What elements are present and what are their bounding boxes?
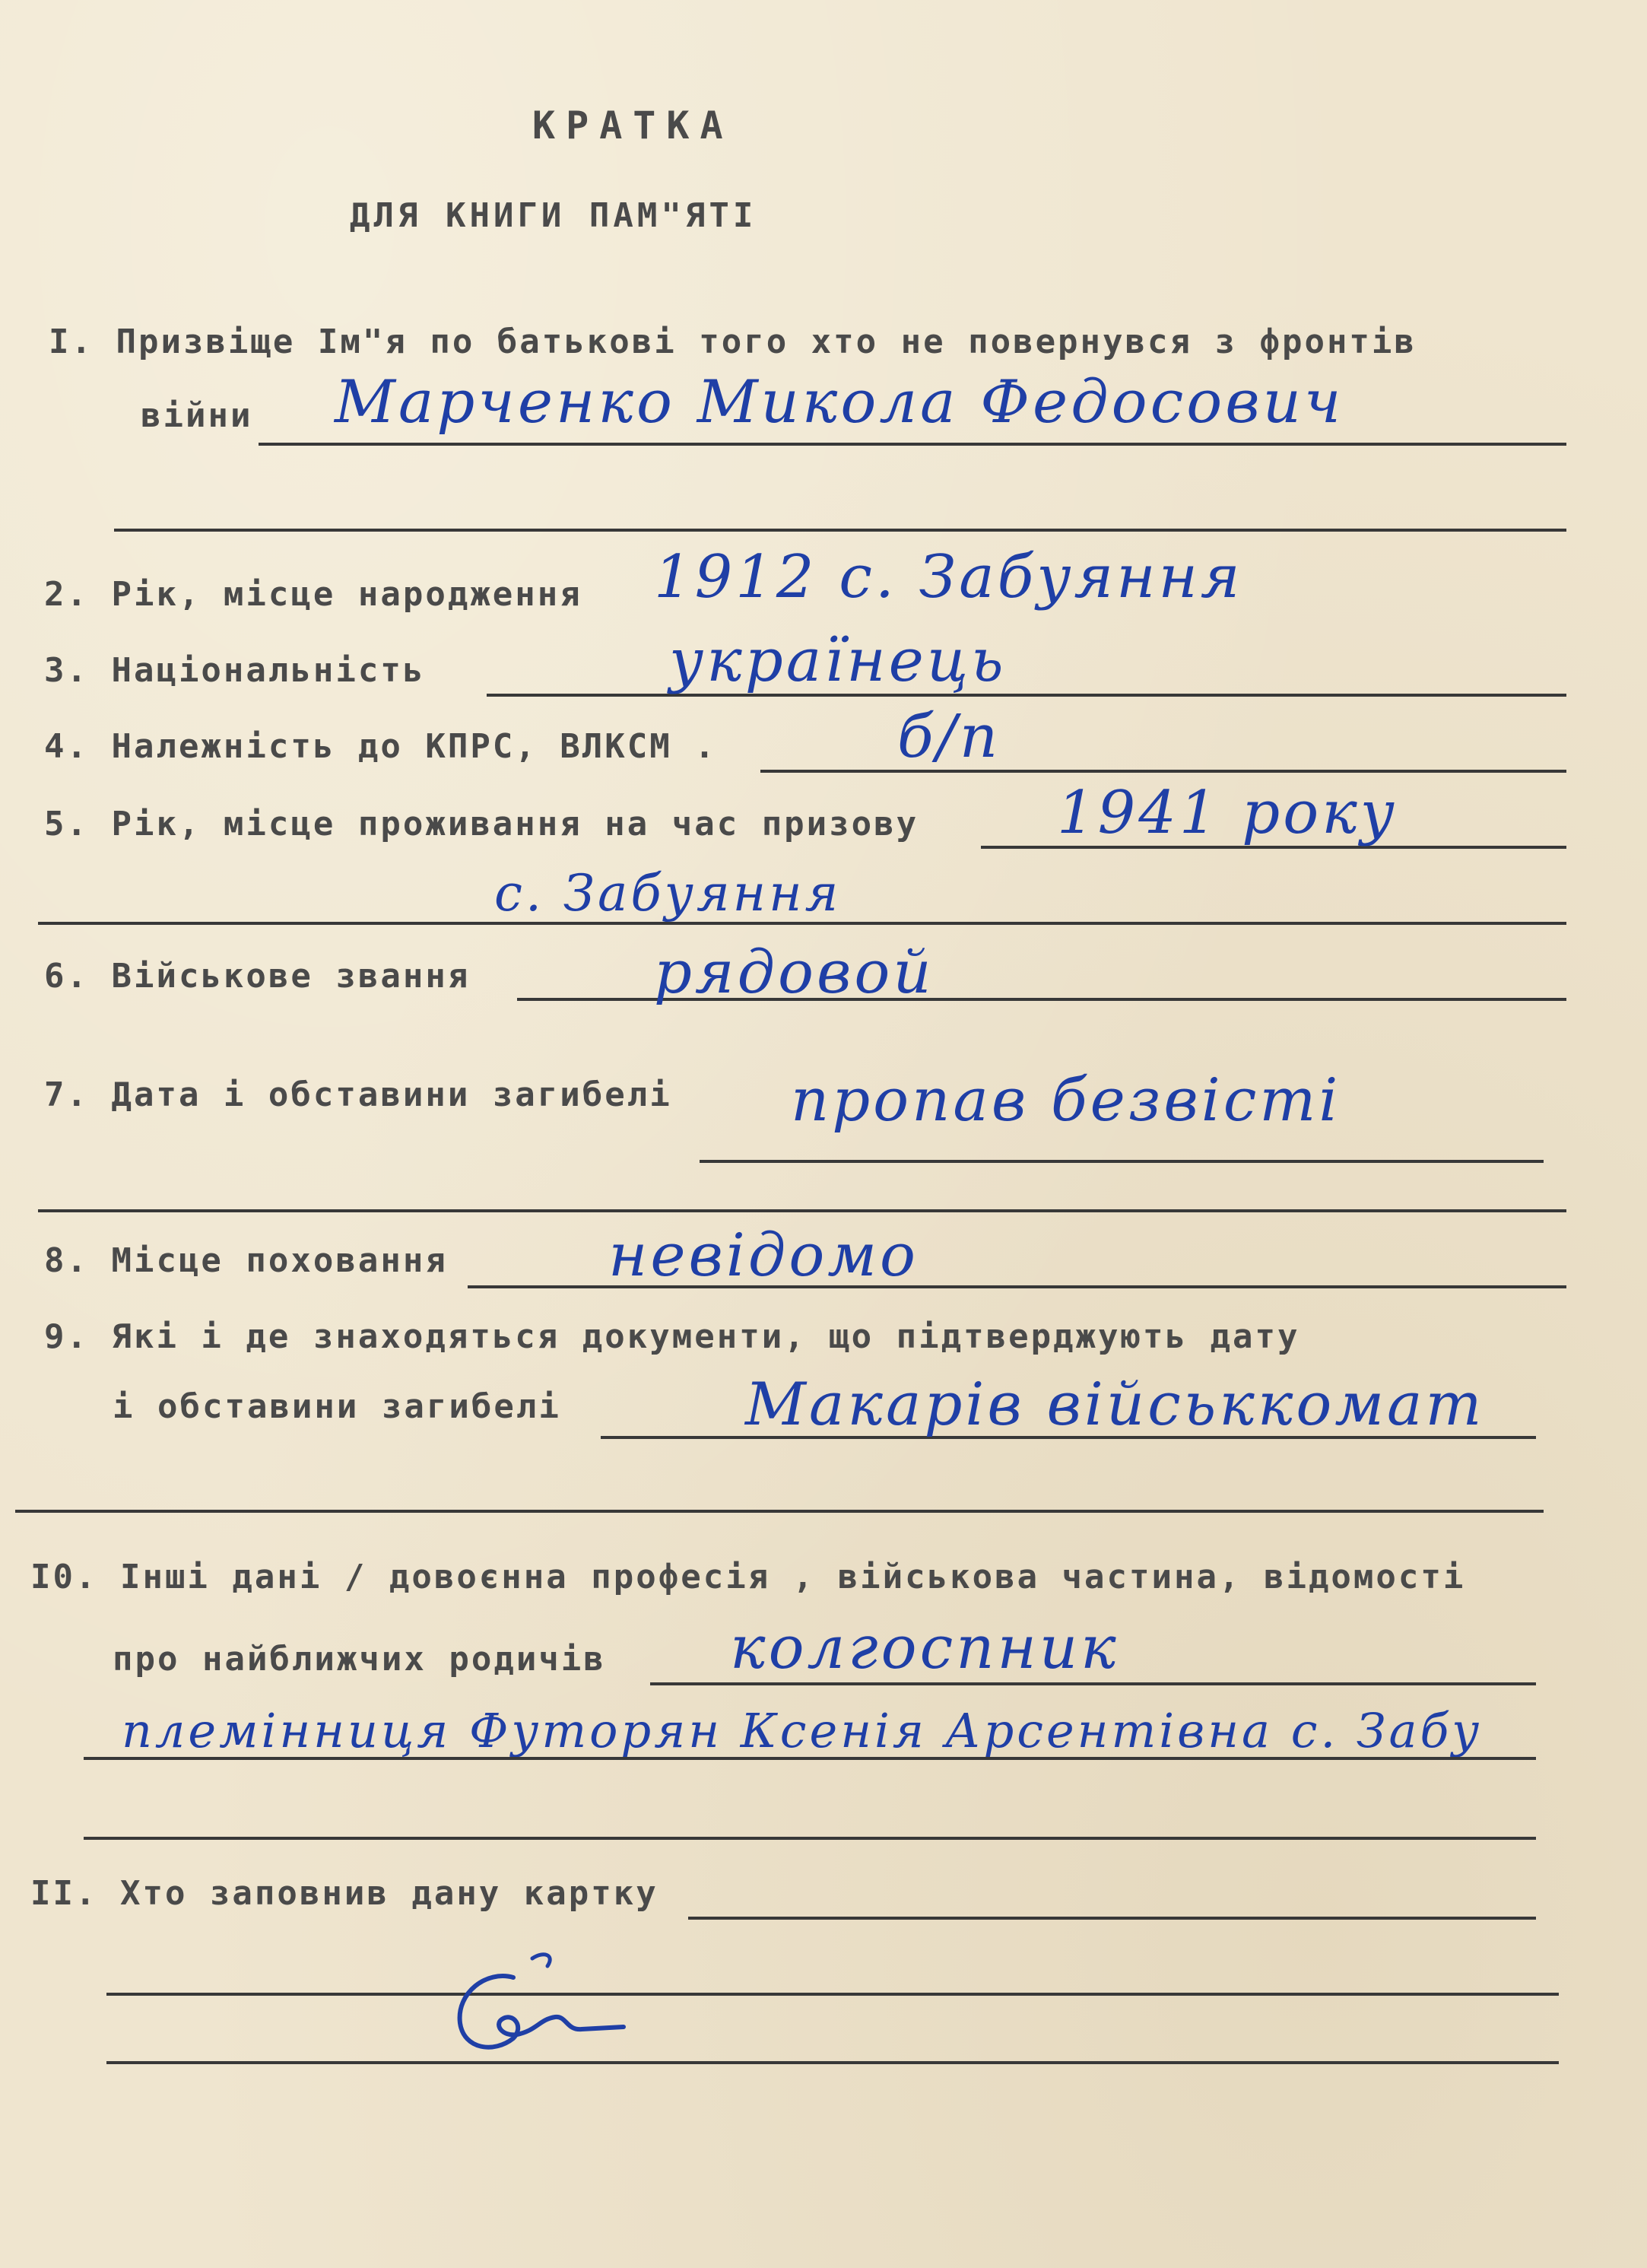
field-11-label: ІІ. Хто заповнив дану картку bbox=[30, 1874, 658, 1913]
field-11-line bbox=[688, 1917, 1536, 1920]
field-10-label-cont: про найближчих родичів bbox=[113, 1640, 606, 1679]
field-5-value: 1941 року bbox=[1057, 779, 1398, 847]
field-5-line-2 bbox=[38, 922, 1566, 925]
field-2-value: 1912 с. Забуяння bbox=[654, 543, 1243, 611]
card-subtitle: ДЛЯ КНИГИ ПАМ"ЯТІ bbox=[350, 196, 757, 235]
field-7-line bbox=[700, 1160, 1544, 1163]
field-1-line bbox=[259, 443, 1566, 446]
field-5-label: 5. Рік, місце проживання на час призову bbox=[44, 805, 919, 843]
field-5-value-cont: с. Забуяння bbox=[494, 864, 842, 923]
field-10-value: колгоспник bbox=[730, 1614, 1119, 1682]
field-10-label: І0. Інші дані / довоєнна професія , військова частина, відомості bbox=[30, 1558, 1466, 1596]
field-8-value: невідомо bbox=[608, 1221, 919, 1290]
field-8-label: 8. Місце поховання bbox=[44, 1241, 448, 1280]
signature-mark bbox=[441, 1947, 639, 2069]
field-1-value: Марченко Микола Федосович bbox=[335, 368, 1344, 437]
field-3-line bbox=[487, 694, 1566, 697]
field-6-label: 6. Військове звання bbox=[44, 957, 471, 996]
field-4-label: 4. Належність до КПРС, ВЛКСМ . bbox=[44, 727, 717, 766]
field-7-line-2 bbox=[38, 1209, 1566, 1212]
field-10-line bbox=[650, 1682, 1536, 1685]
field-9-label-cont: і обставини загибелі bbox=[113, 1387, 561, 1426]
field-10-value-cont: племінниця Футорян Ксенія Арсентівна с. Забу bbox=[122, 1703, 1483, 1758]
field-1-line-2 bbox=[114, 529, 1566, 532]
field-1-label: І. Призвіще Ім"я по батькові того хто не повернувся з фронтів bbox=[49, 322, 1417, 361]
field-11-line-2 bbox=[106, 1993, 1559, 1996]
card-title: КРАТКА bbox=[532, 103, 734, 148]
field-3-value: українець bbox=[669, 627, 1007, 695]
field-6-value: рядовой bbox=[654, 939, 935, 1007]
field-10-line-3 bbox=[84, 1837, 1536, 1840]
field-9-label: 9. Які і де знаходяться документи, що підтверджують дату bbox=[44, 1317, 1300, 1356]
field-9-value: Макарів військкомат bbox=[745, 1371, 1485, 1439]
field-3-label: 3. Національність bbox=[44, 651, 426, 690]
field-2-label: 2. Рік, місце народження bbox=[44, 575, 582, 614]
field-4-line bbox=[760, 770, 1566, 773]
field-4-value: б/п bbox=[897, 703, 1001, 771]
field-1-label-cont: війни bbox=[141, 396, 253, 435]
field-7-label: 7. Дата і обставини загибелі bbox=[44, 1075, 672, 1114]
field-7-value: пропав безвісті bbox=[791, 1066, 1341, 1135]
field-9-line-2 bbox=[15, 1510, 1544, 1513]
field-10-line-2 bbox=[84, 1757, 1536, 1760]
field-11-line-3 bbox=[106, 2061, 1559, 2064]
